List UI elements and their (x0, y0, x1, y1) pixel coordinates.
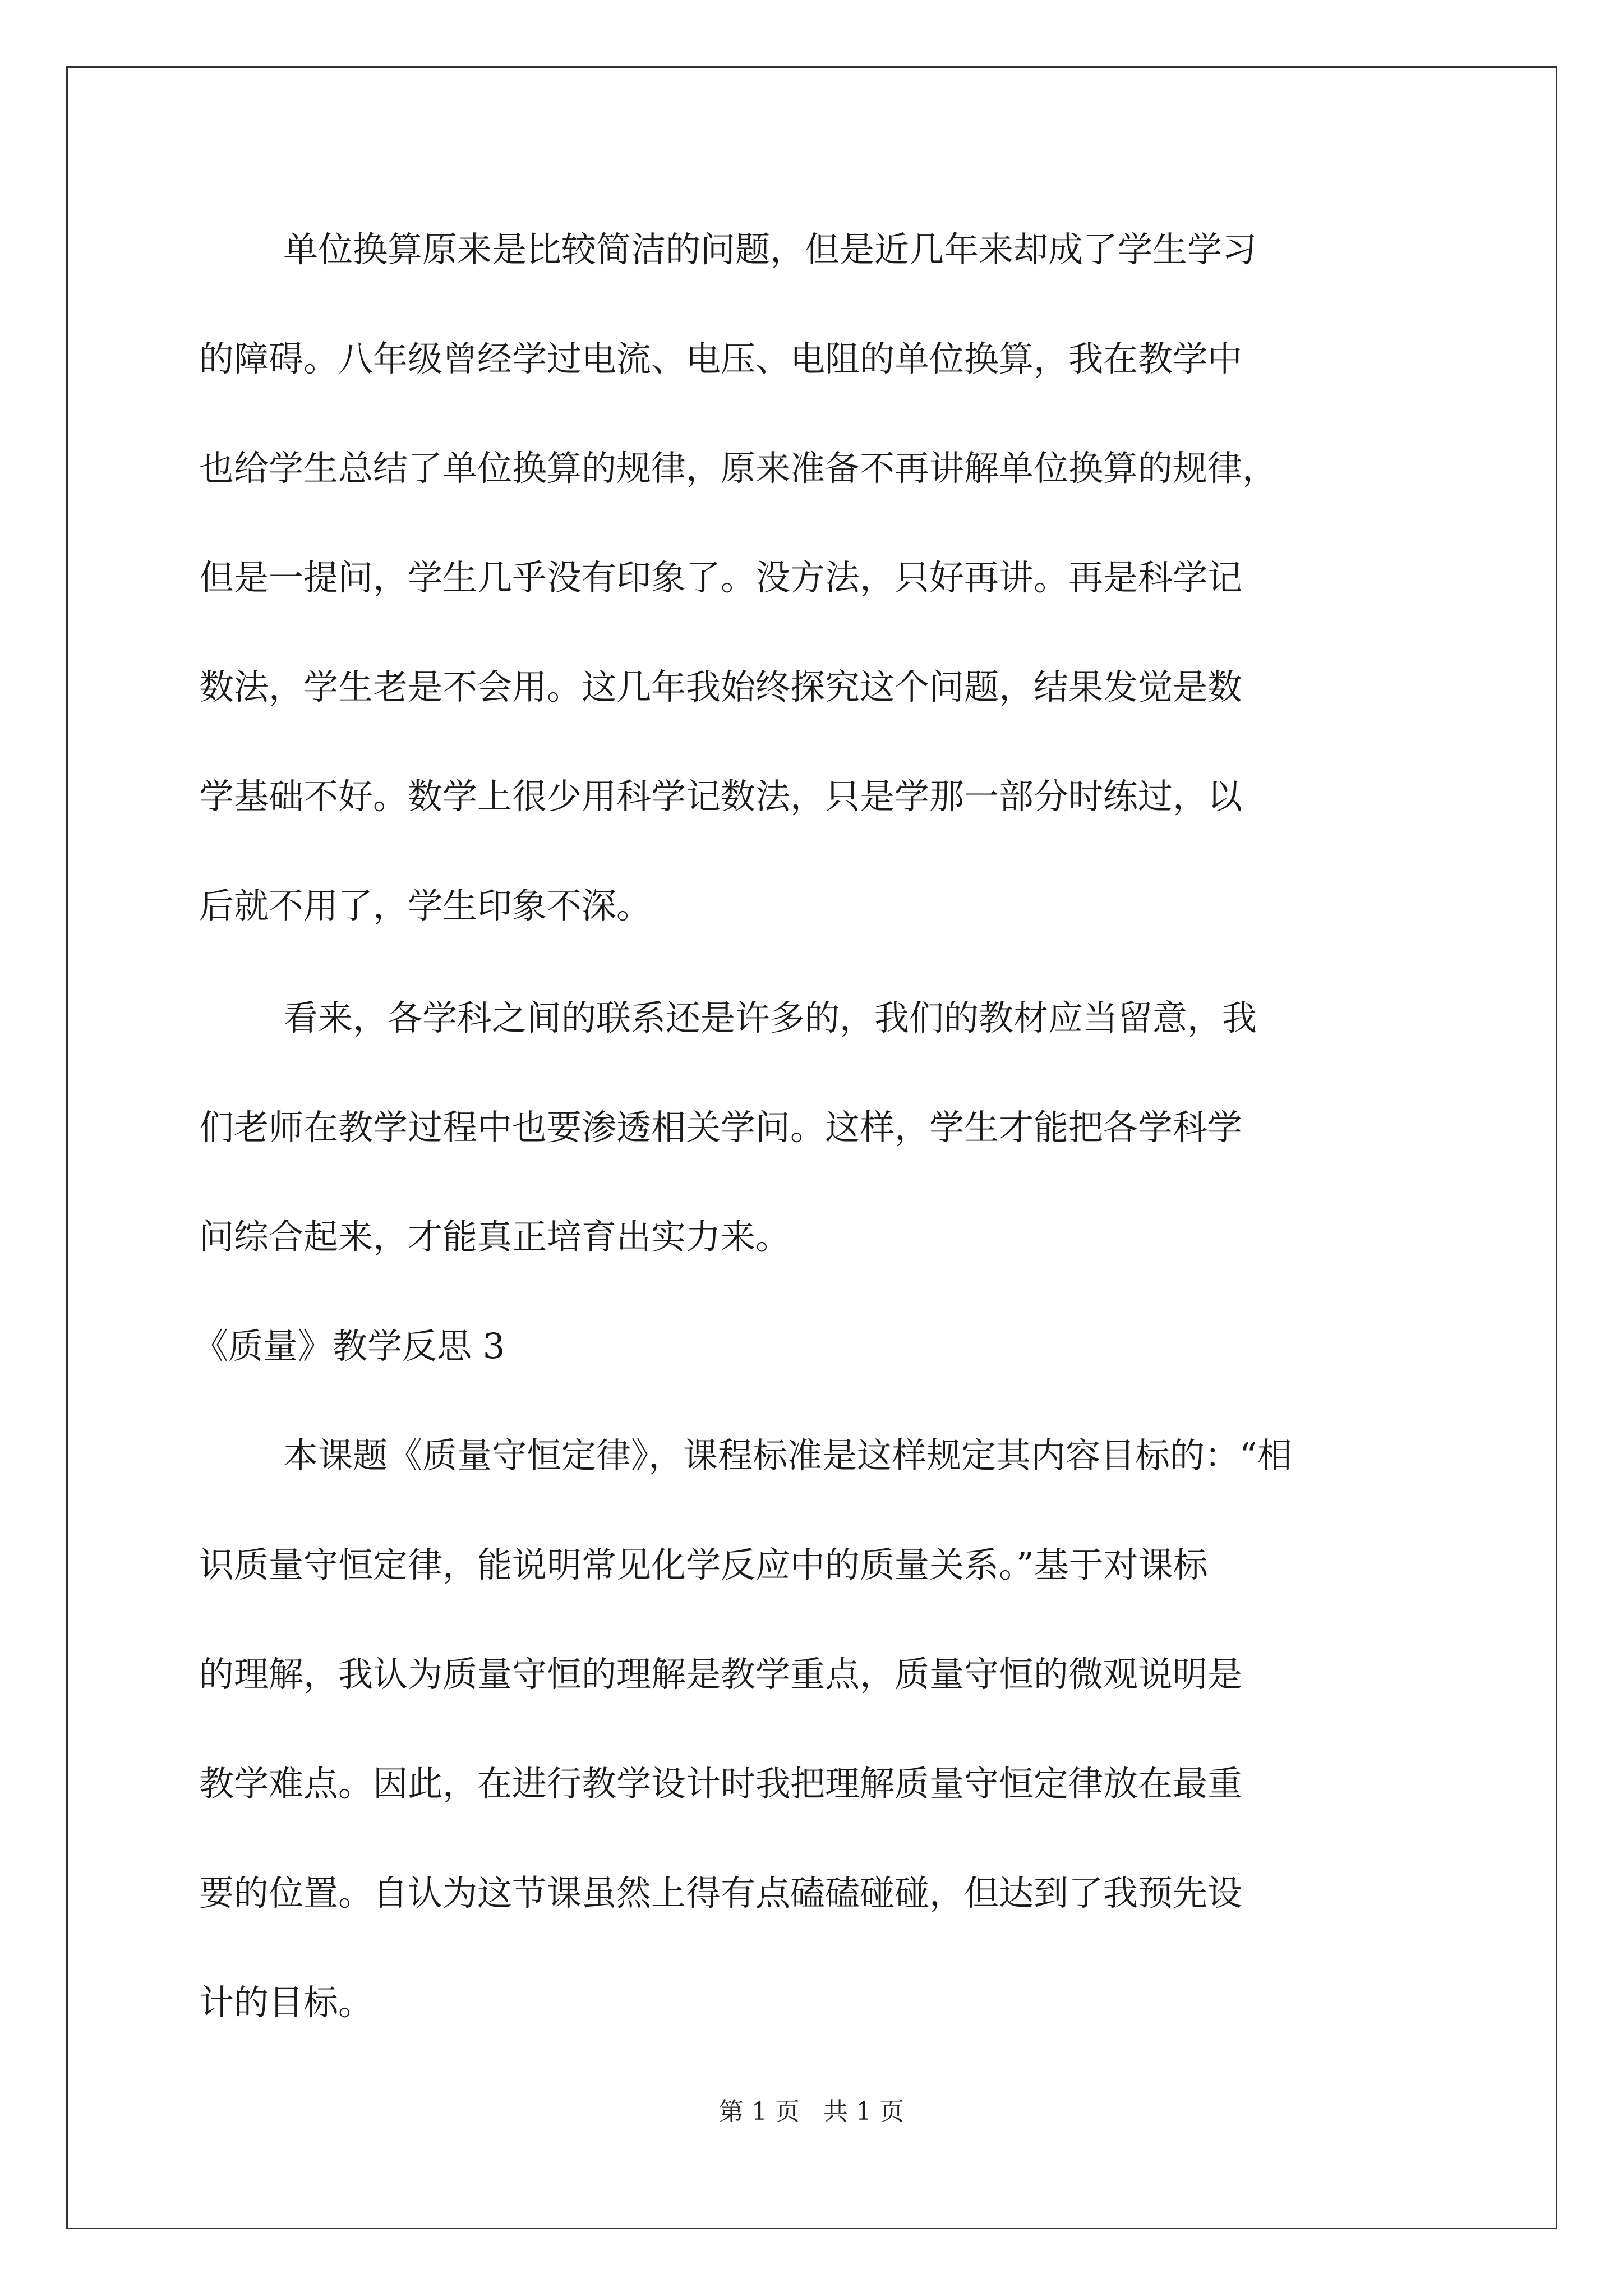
body-line: 要的位置。自认为这节课虽然上得有点磕磕碰碰，但达到了我预先设 (199, 1872, 1243, 1913)
page-number: 第 1 页 (719, 2097, 800, 2126)
body-line: 问综合起来，才能真正培育出实力来。 (199, 1216, 791, 1257)
page-count: 共 1 页 (823, 2097, 904, 2126)
body-line: 看来，各学科之间的联系还是许多的，我们的教材应当留意，我 (283, 997, 1257, 1038)
page-footer (0, 2095, 1623, 2129)
body-line: 但是一提问，学生几乎没有印象了。没方法，只好再讲。再是科学记 (199, 557, 1243, 598)
body-line: 识质量守恒定律，能说明常见化学反应中的质量关系。”基于对课标 (199, 1544, 1208, 1585)
body-line: 教学难点。因此，在进行教学设计时我把理解质量守恒定律放在最重 (199, 1763, 1243, 1804)
body-line: 学基础不好。数学上很少用科学记数法，只是学那一部分时练过，以 (199, 776, 1243, 817)
body-line: 的障碍。八年级曾经学过电流、电压、电阻的单位换算，我在教学中 (199, 338, 1243, 379)
body-line: 们老师在教学过程中也要渗透相关学问。这样，学生才能把各学科学 (199, 1107, 1243, 1148)
section-heading: 《质量》教学反思 3 (193, 1326, 505, 1366)
body-line: 本课题《质量守恒定律》，课程标准是这样规定其内容目标的：“相 (283, 1435, 1292, 1476)
body-line: 单位换算原来是比较简洁的问题，但是近几年来却成了学生学习 (283, 229, 1257, 270)
body-line: 数法，学生老是不会用。这几年我始终探究这个问题，结果发觉是数 (199, 666, 1243, 707)
body-line: 也给学生总结了单位换算的规律，原来准备不再讲解单位换算的规律， (199, 448, 1278, 489)
body-line: 计的目标。 (199, 1982, 374, 2023)
body-line: 后就不用了，学生印象不深。 (199, 885, 652, 926)
body-line: 的理解，我认为质量守恒的理解是教学重点，质量守恒的微观说明是 (199, 1654, 1243, 1695)
